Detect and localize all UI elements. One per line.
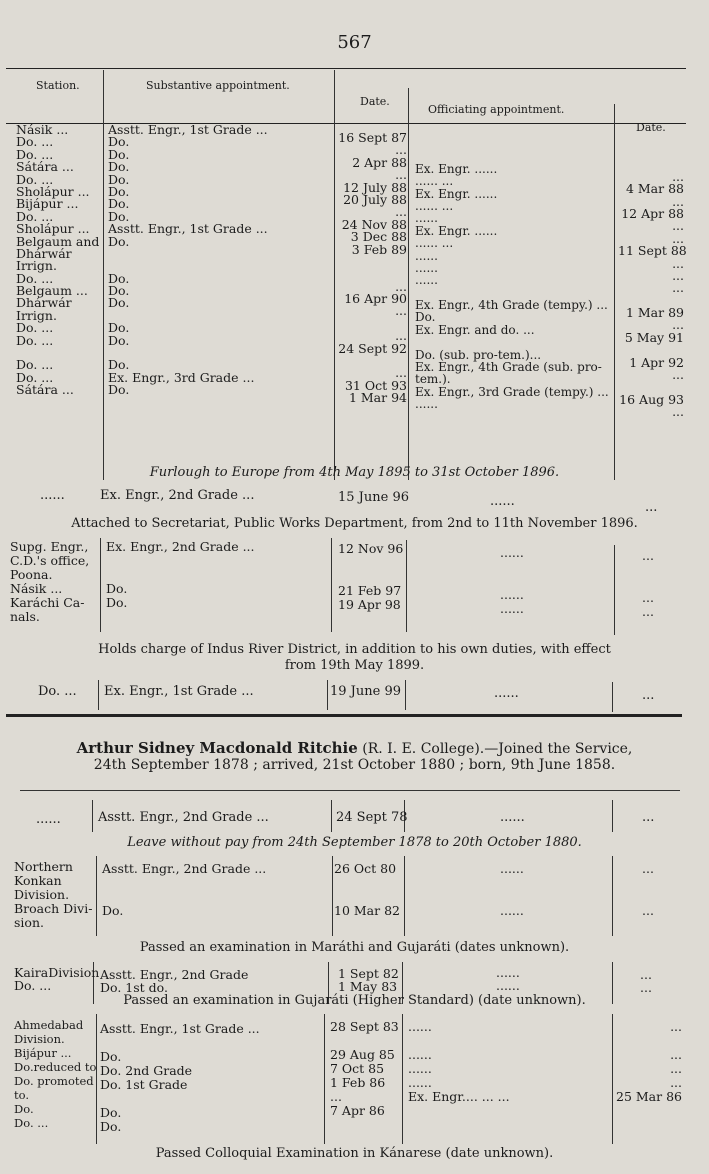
table-cell: Sátára ... xyxy=(16,159,74,175)
table-cell: Irrign. xyxy=(16,258,57,274)
block4-stations xyxy=(14,966,99,992)
r1-station: ...... xyxy=(36,812,61,827)
col-rule xyxy=(331,800,332,832)
col-rule xyxy=(612,856,613,936)
table-cell: 1 Mar 89 xyxy=(625,305,684,321)
table-cell: ...... ... xyxy=(415,174,454,189)
table-cell xyxy=(415,150,609,162)
table-cell: Dhárwár xyxy=(16,295,72,311)
r1-officiating: ...... xyxy=(500,810,525,825)
table-cell: ...... ... xyxy=(415,198,454,213)
table-cell: 24 Nov 88 xyxy=(341,216,407,232)
table-cell: Northern xyxy=(14,859,73,874)
table-cell: Násik ... xyxy=(10,581,63,596)
table-cell xyxy=(102,876,266,890)
table-cell: Do. xyxy=(108,134,130,150)
table-cell: Do. (sub. pro-tem.)... xyxy=(415,347,542,362)
col-rule xyxy=(98,680,99,710)
table-cell xyxy=(330,1118,399,1132)
furlough-date2: ... xyxy=(645,500,658,515)
table-cell: Do. xyxy=(108,196,130,212)
table-cell: to. xyxy=(14,1088,29,1102)
table-cell: ...... xyxy=(500,601,524,616)
table-cell: ... xyxy=(672,230,684,246)
table-cell: Belgaum ... xyxy=(16,283,88,299)
table-rule xyxy=(20,790,680,791)
header-date2: Date. xyxy=(636,121,666,134)
col-rule xyxy=(408,88,409,480)
table-cell: Do. promoted xyxy=(14,1074,94,1088)
table-cell: ... xyxy=(395,278,407,294)
table-cell: Do. xyxy=(106,595,128,610)
block1-dates2 xyxy=(618,146,687,420)
col-rule xyxy=(327,680,328,710)
col-rule xyxy=(612,682,613,712)
block5-officiating xyxy=(408,1020,510,1132)
table-cell xyxy=(616,1118,682,1132)
block2-dates xyxy=(338,543,403,627)
table-cell xyxy=(106,555,255,569)
table-cell: 4 Mar 88 xyxy=(625,181,684,197)
table-cell: Do. ... xyxy=(16,369,54,385)
table-cell: Broach Divi- xyxy=(14,901,93,916)
table-cell xyxy=(616,1104,682,1118)
table-cell: ... xyxy=(670,1019,682,1034)
table-cell: Ex. Engr., 3rd Grade ... xyxy=(108,369,255,385)
table-cell: ...... xyxy=(408,1047,432,1062)
kanarese-note: Passed Colloquial Examination in Kánarese (date unknown). xyxy=(155,1146,554,1161)
table-cell: 20 July 88 xyxy=(343,191,407,207)
table-cell: Do. ... xyxy=(16,320,54,336)
table-cell: Do. xyxy=(108,270,130,286)
table-cell: Do. xyxy=(14,1102,34,1116)
table-cell: Násik ... xyxy=(16,122,69,137)
r1-date2: ... xyxy=(642,810,655,825)
table-cell: Do. ... xyxy=(16,146,54,162)
table-cell: ... xyxy=(642,604,654,619)
table-cell: Bijápur ... xyxy=(16,196,79,212)
table-cell: 7 Apr 86 xyxy=(330,1103,385,1118)
table-cell xyxy=(100,1092,260,1106)
table-cell: Do. xyxy=(102,903,124,918)
page-number: 567 xyxy=(337,32,372,53)
table-cell xyxy=(642,876,654,890)
table-cell xyxy=(102,918,266,932)
table-cell: 1 Feb 86 xyxy=(330,1075,386,1090)
table-cell: Do.reduced to xyxy=(14,1060,97,1074)
col-rule xyxy=(614,104,615,480)
table-cell: 16 Sept 87 xyxy=(338,130,407,145)
table-cell: 26 Oct 80 xyxy=(334,861,397,876)
table-cell: Do. xyxy=(100,1049,122,1064)
table-cell xyxy=(500,617,524,631)
table-cell: ...... xyxy=(408,1019,432,1034)
table-cell xyxy=(338,613,403,627)
table-cell xyxy=(642,620,654,634)
table-cell: ... xyxy=(642,903,654,918)
block1-officiating xyxy=(415,138,609,411)
block2-substantive xyxy=(106,541,255,625)
table-cell xyxy=(500,918,524,932)
col-rule xyxy=(332,856,333,936)
table-cell xyxy=(108,310,268,322)
table-cell: 2 Apr 88 xyxy=(352,154,407,170)
table-cell: Division. xyxy=(14,1032,65,1046)
table-cell: 24 Sept 92 xyxy=(338,340,407,356)
table-cell: Bijápur ... xyxy=(14,1046,72,1060)
table-cell: Do. xyxy=(108,146,130,162)
table-cell xyxy=(408,1118,510,1132)
furlough-date: 15 June 96 xyxy=(338,490,409,505)
block4-substantive xyxy=(100,968,248,994)
furlough-substantive: Ex. Engr., 2nd Grade ... xyxy=(100,488,255,503)
table-cell: Do. ... xyxy=(16,171,54,187)
block5-dates2 xyxy=(616,1020,682,1132)
table-cell: ... xyxy=(672,317,684,333)
block4-dates xyxy=(338,967,399,993)
table-cell: 19 Apr 98 xyxy=(338,597,401,612)
attached-note: Attached to Secretariat, Public Works Department, from 2nd to 11th November 1896. xyxy=(71,516,638,531)
indus-station: Do. ... xyxy=(38,684,77,699)
table-cell: Irrign. xyxy=(16,307,57,323)
table-cell xyxy=(500,561,524,575)
table-cell: Ex. Engr., 4th Grade (sub. pro- xyxy=(415,360,602,375)
table-cell: ...... xyxy=(500,545,524,560)
table-cell: ... xyxy=(395,303,407,319)
table-cell: ... xyxy=(672,280,684,296)
table-cell: ...... ... xyxy=(415,236,454,251)
table-cell: ...... xyxy=(415,211,438,226)
col-rule xyxy=(406,540,407,632)
table-cell: Ex. Engr.... ... ... xyxy=(408,1089,510,1104)
table-cell: ... xyxy=(395,167,407,183)
table-cell: 7 Oct 85 xyxy=(330,1061,385,1076)
gujarati-note: Passed an examination in Gujaráti (Higher Standard) (date unknown). xyxy=(123,993,586,1008)
table-cell: ... xyxy=(640,967,652,982)
table-cell: 1 Sept 82 xyxy=(338,966,399,981)
table-cell: Ex. Engr. ...... xyxy=(415,223,498,238)
table-cell: Do. xyxy=(108,283,130,299)
table-cell: Do. xyxy=(415,310,436,325)
table-cell: ... xyxy=(642,590,654,605)
block4-officiating xyxy=(496,966,520,992)
table-cell: 12 July 88 xyxy=(343,179,407,195)
table-cell: ... xyxy=(670,1075,682,1090)
table-cell xyxy=(500,890,524,904)
table-cell: Ex. Engr., 2nd Grade ... xyxy=(106,539,255,554)
table-cell xyxy=(642,890,654,904)
table-cell: Ex. Engr., 4th Grade (tempy.) ... xyxy=(415,298,608,313)
indus-date2: ... xyxy=(642,688,655,703)
table-cell xyxy=(415,138,609,150)
header-substantive: Substantive appointment. xyxy=(146,79,290,92)
table-cell: KairaDivision xyxy=(14,965,100,980)
block5-dates xyxy=(330,1020,399,1132)
table-cell: Do. ... xyxy=(16,357,54,373)
table-cell: ...... xyxy=(496,978,520,993)
table-cell: Supg. Engr., xyxy=(10,539,89,554)
table-cell: ... xyxy=(395,204,407,220)
col-rule xyxy=(612,800,613,832)
table-cell: ... xyxy=(672,367,684,383)
block3-stations xyxy=(14,860,92,930)
table-cell: Karáchi Ca- xyxy=(10,595,85,610)
table-cell: 1 Mar 94 xyxy=(348,390,407,406)
block3-dates2 xyxy=(642,862,654,932)
table-cell: Poona. xyxy=(10,567,53,582)
furlough-note: Furlough to Europe from 4th May 1895 to 31st October 1896. xyxy=(149,465,560,480)
leave-note: Leave without pay from 24th September 1878 to 20th October 1880. xyxy=(127,835,582,850)
table-cell: ... xyxy=(642,861,654,876)
table-cell: ...... xyxy=(415,260,438,275)
table-cell: Do. ... xyxy=(16,208,54,224)
table-cell: ... xyxy=(672,267,684,283)
table-cell xyxy=(642,564,654,578)
officer-details-2: 24th September 1878 ; arrived, 21st October 1880 ; born, 9th June 1858. xyxy=(93,757,616,773)
table-cell: ... xyxy=(672,404,684,420)
table-cell: Do. xyxy=(108,357,130,373)
table-cell: Asstt. Engr., 1st Grade ... xyxy=(108,221,268,237)
table-cell xyxy=(642,918,654,932)
table-cell xyxy=(106,611,255,625)
table-cell: Division. xyxy=(14,887,70,902)
section-divider xyxy=(6,714,682,717)
table-cell: Do. xyxy=(108,159,130,175)
col-rule xyxy=(402,1014,403,1144)
table-cell: Sholápur ... xyxy=(16,221,90,237)
col-rule xyxy=(103,70,104,480)
table-cell: Do. xyxy=(108,320,130,336)
table-cell: ... xyxy=(672,255,684,271)
table-cell xyxy=(408,1034,510,1048)
table-cell: Asstt. Engr., 2nd Grade ... xyxy=(102,861,267,876)
table-cell xyxy=(108,260,268,272)
table-cell: 10 Mar 82 xyxy=(334,903,400,918)
col-rule xyxy=(405,680,406,710)
header-officiating: Officiating appointment. xyxy=(428,103,565,116)
table-cell xyxy=(330,1034,399,1048)
table-cell: Ex. Engr. ...... xyxy=(415,186,498,201)
table-cell: Dhárwár xyxy=(16,245,72,261)
table-cell: Sátára ... xyxy=(16,382,74,398)
table-cell: 25 Mar 86 xyxy=(616,1089,682,1104)
table-cell: Asstt. Engr., 1st Grade ... xyxy=(100,1021,260,1036)
table-cell: C.D.'s office, xyxy=(10,553,90,568)
table-cell: ... xyxy=(395,142,407,158)
table-cell: ...... xyxy=(500,903,524,918)
table-cell: Ex. Engr. and do. ... xyxy=(415,322,535,337)
block1-dates xyxy=(337,132,407,405)
table-cell xyxy=(337,256,407,268)
block3-officiating xyxy=(500,862,524,932)
table-cell: Do. xyxy=(108,382,130,398)
table-cell: Do. ... xyxy=(14,1116,49,1130)
table-cell: 11 Sept 88 xyxy=(618,243,687,259)
table-cell: Do. xyxy=(108,295,130,311)
table-cell: ...... xyxy=(496,965,520,980)
table-cell: Ahmedabad xyxy=(14,1018,84,1032)
table-cell xyxy=(102,890,266,904)
table-cell: Ex. Engr. ...... xyxy=(415,161,498,176)
table-cell: ...... xyxy=(415,397,438,412)
header-date: Date. xyxy=(360,95,390,108)
block5-stations xyxy=(14,1018,96,1130)
col-rule xyxy=(614,545,615,635)
table-cell: Do. xyxy=(108,208,130,224)
col-rule xyxy=(96,856,97,936)
block4-dates2 xyxy=(640,968,652,994)
table-cell: ... xyxy=(670,1047,682,1062)
table-cell: ... xyxy=(672,168,684,184)
table-cell: ...... xyxy=(500,861,524,876)
block2-officiating xyxy=(500,547,524,631)
marathi-note: Passed an examination in Maráthi and Gujaráti (dates unknown). xyxy=(139,940,570,955)
block2-dates2 xyxy=(642,550,654,634)
table-cell: 1 May 83 xyxy=(338,979,398,994)
officer-name: Arthur Sidney Macdonald Ritchie xyxy=(76,739,358,757)
table-cell: Do. 1st do. xyxy=(100,980,168,995)
table-cell: Konkan xyxy=(14,873,62,888)
table-cell: ...... xyxy=(500,587,524,602)
table-cell xyxy=(500,876,524,890)
indus-note-2: from 19th May 1899. xyxy=(284,658,425,673)
table-cell: 1 Apr 92 xyxy=(629,354,684,370)
furlough-officiating: ...... xyxy=(490,494,515,509)
block5-substantive xyxy=(100,1022,260,1134)
r1-date: 24 Sept 78 xyxy=(336,810,408,825)
officer-details-1: (R. I. E. College).—Joined the Service, xyxy=(362,741,633,757)
indus-date: 19 June 99 xyxy=(330,684,401,699)
indus-note-1: Holds charge of Indus River District, in addition to his own duties, with effect xyxy=(98,642,611,657)
table-cell: Do. xyxy=(100,1119,122,1134)
table-cell: ... xyxy=(330,1089,342,1104)
table-cell: 29 Aug 85 xyxy=(330,1047,395,1062)
col-rule xyxy=(100,538,101,632)
table-cell: ... xyxy=(672,218,684,234)
col-rule xyxy=(331,538,332,632)
table-cell: tem.). xyxy=(415,372,451,387)
r1-substantive: Asstt. Engr., 2nd Grade ... xyxy=(98,810,269,825)
table-cell: 3 Feb 89 xyxy=(351,241,407,257)
table-cell: ...... xyxy=(408,1061,432,1076)
table-cell: ...... xyxy=(408,1075,432,1090)
table-cell: Do. xyxy=(108,171,130,187)
indus-substantive: Ex. Engr., 1st Grade ... xyxy=(104,684,254,699)
table-cell: Do. 1st Grade xyxy=(100,1077,188,1092)
table-cell: ... xyxy=(670,1061,682,1076)
table-cell: Ex. Engr., 3rd Grade (tempy.) ... xyxy=(415,384,609,399)
table-cell: nals. xyxy=(10,609,40,624)
table-cell xyxy=(334,890,400,904)
table-cell: ... xyxy=(395,328,407,344)
table-cell: ... xyxy=(672,193,684,209)
col-rule xyxy=(92,800,93,832)
furlough-station: ...... xyxy=(40,488,65,503)
table-cell xyxy=(106,569,255,583)
table-cell: 31 Oct 93 xyxy=(344,377,407,393)
table-cell: Asstt. Engr., 1st Grade ... xyxy=(108,122,268,137)
table-cell xyxy=(616,1034,682,1048)
table-cell: Do. 2nd Grade xyxy=(100,1063,193,1078)
block1-substantive xyxy=(108,124,268,397)
table-cell: 12 Apr 88 xyxy=(621,205,684,221)
table-cell: Do. xyxy=(108,183,130,199)
col-rule xyxy=(334,70,335,480)
table-cell: 12 Nov 96 xyxy=(338,541,404,556)
table-cell: Belgaum and xyxy=(16,233,100,249)
col-rule xyxy=(324,1014,325,1144)
table-cell xyxy=(108,248,268,260)
table-cell: ... xyxy=(642,548,654,563)
table-cell: 16 Aug 93 xyxy=(619,391,684,407)
table-cell xyxy=(100,1036,260,1050)
table-cell: 3 Dec 88 xyxy=(350,229,407,245)
block3-dates xyxy=(334,862,400,932)
col-rule xyxy=(612,1014,613,1144)
table-cell xyxy=(334,918,400,932)
table-cell: 21 Feb 97 xyxy=(338,583,402,598)
table-cell: ... xyxy=(640,980,652,995)
header-station: Station. xyxy=(36,79,80,92)
indus-officiating: ...... xyxy=(494,686,519,701)
table-cell xyxy=(334,876,400,890)
table-cell xyxy=(108,347,268,359)
block3-substantive xyxy=(102,862,266,932)
officer-heading xyxy=(0,740,709,758)
table-cell: Asstt. Engr., 2nd Grade xyxy=(100,967,249,982)
table-cell xyxy=(415,336,609,348)
table-cell: sion. xyxy=(14,915,44,930)
block2-stations xyxy=(10,541,89,625)
table-cell: 28 Sept 83 xyxy=(330,1019,399,1034)
table-cell xyxy=(618,146,684,158)
table-cell: 5 May 91 xyxy=(624,329,684,345)
table-cell xyxy=(338,557,403,571)
table-cell: Do. xyxy=(108,332,130,348)
table-cell xyxy=(408,1104,510,1118)
table-cell: Do. ... xyxy=(16,332,54,348)
table-cell: Do. ... xyxy=(16,270,54,286)
block1-stations xyxy=(16,124,99,397)
table-cell: ...... xyxy=(415,248,438,263)
table-cell: Do. xyxy=(108,233,130,249)
table-cell: Do. ... xyxy=(16,134,54,150)
table-cell: Do. xyxy=(106,581,128,596)
table-cell: Do. ... xyxy=(14,978,52,993)
table-cell: ... xyxy=(395,365,407,381)
table-cell: Do. xyxy=(100,1105,122,1120)
table-cell: ...... xyxy=(415,273,438,288)
table-cell: Sholápur ... xyxy=(16,183,90,199)
col-rule xyxy=(404,856,405,936)
table-cell: 16 Apr 90 xyxy=(344,291,407,307)
